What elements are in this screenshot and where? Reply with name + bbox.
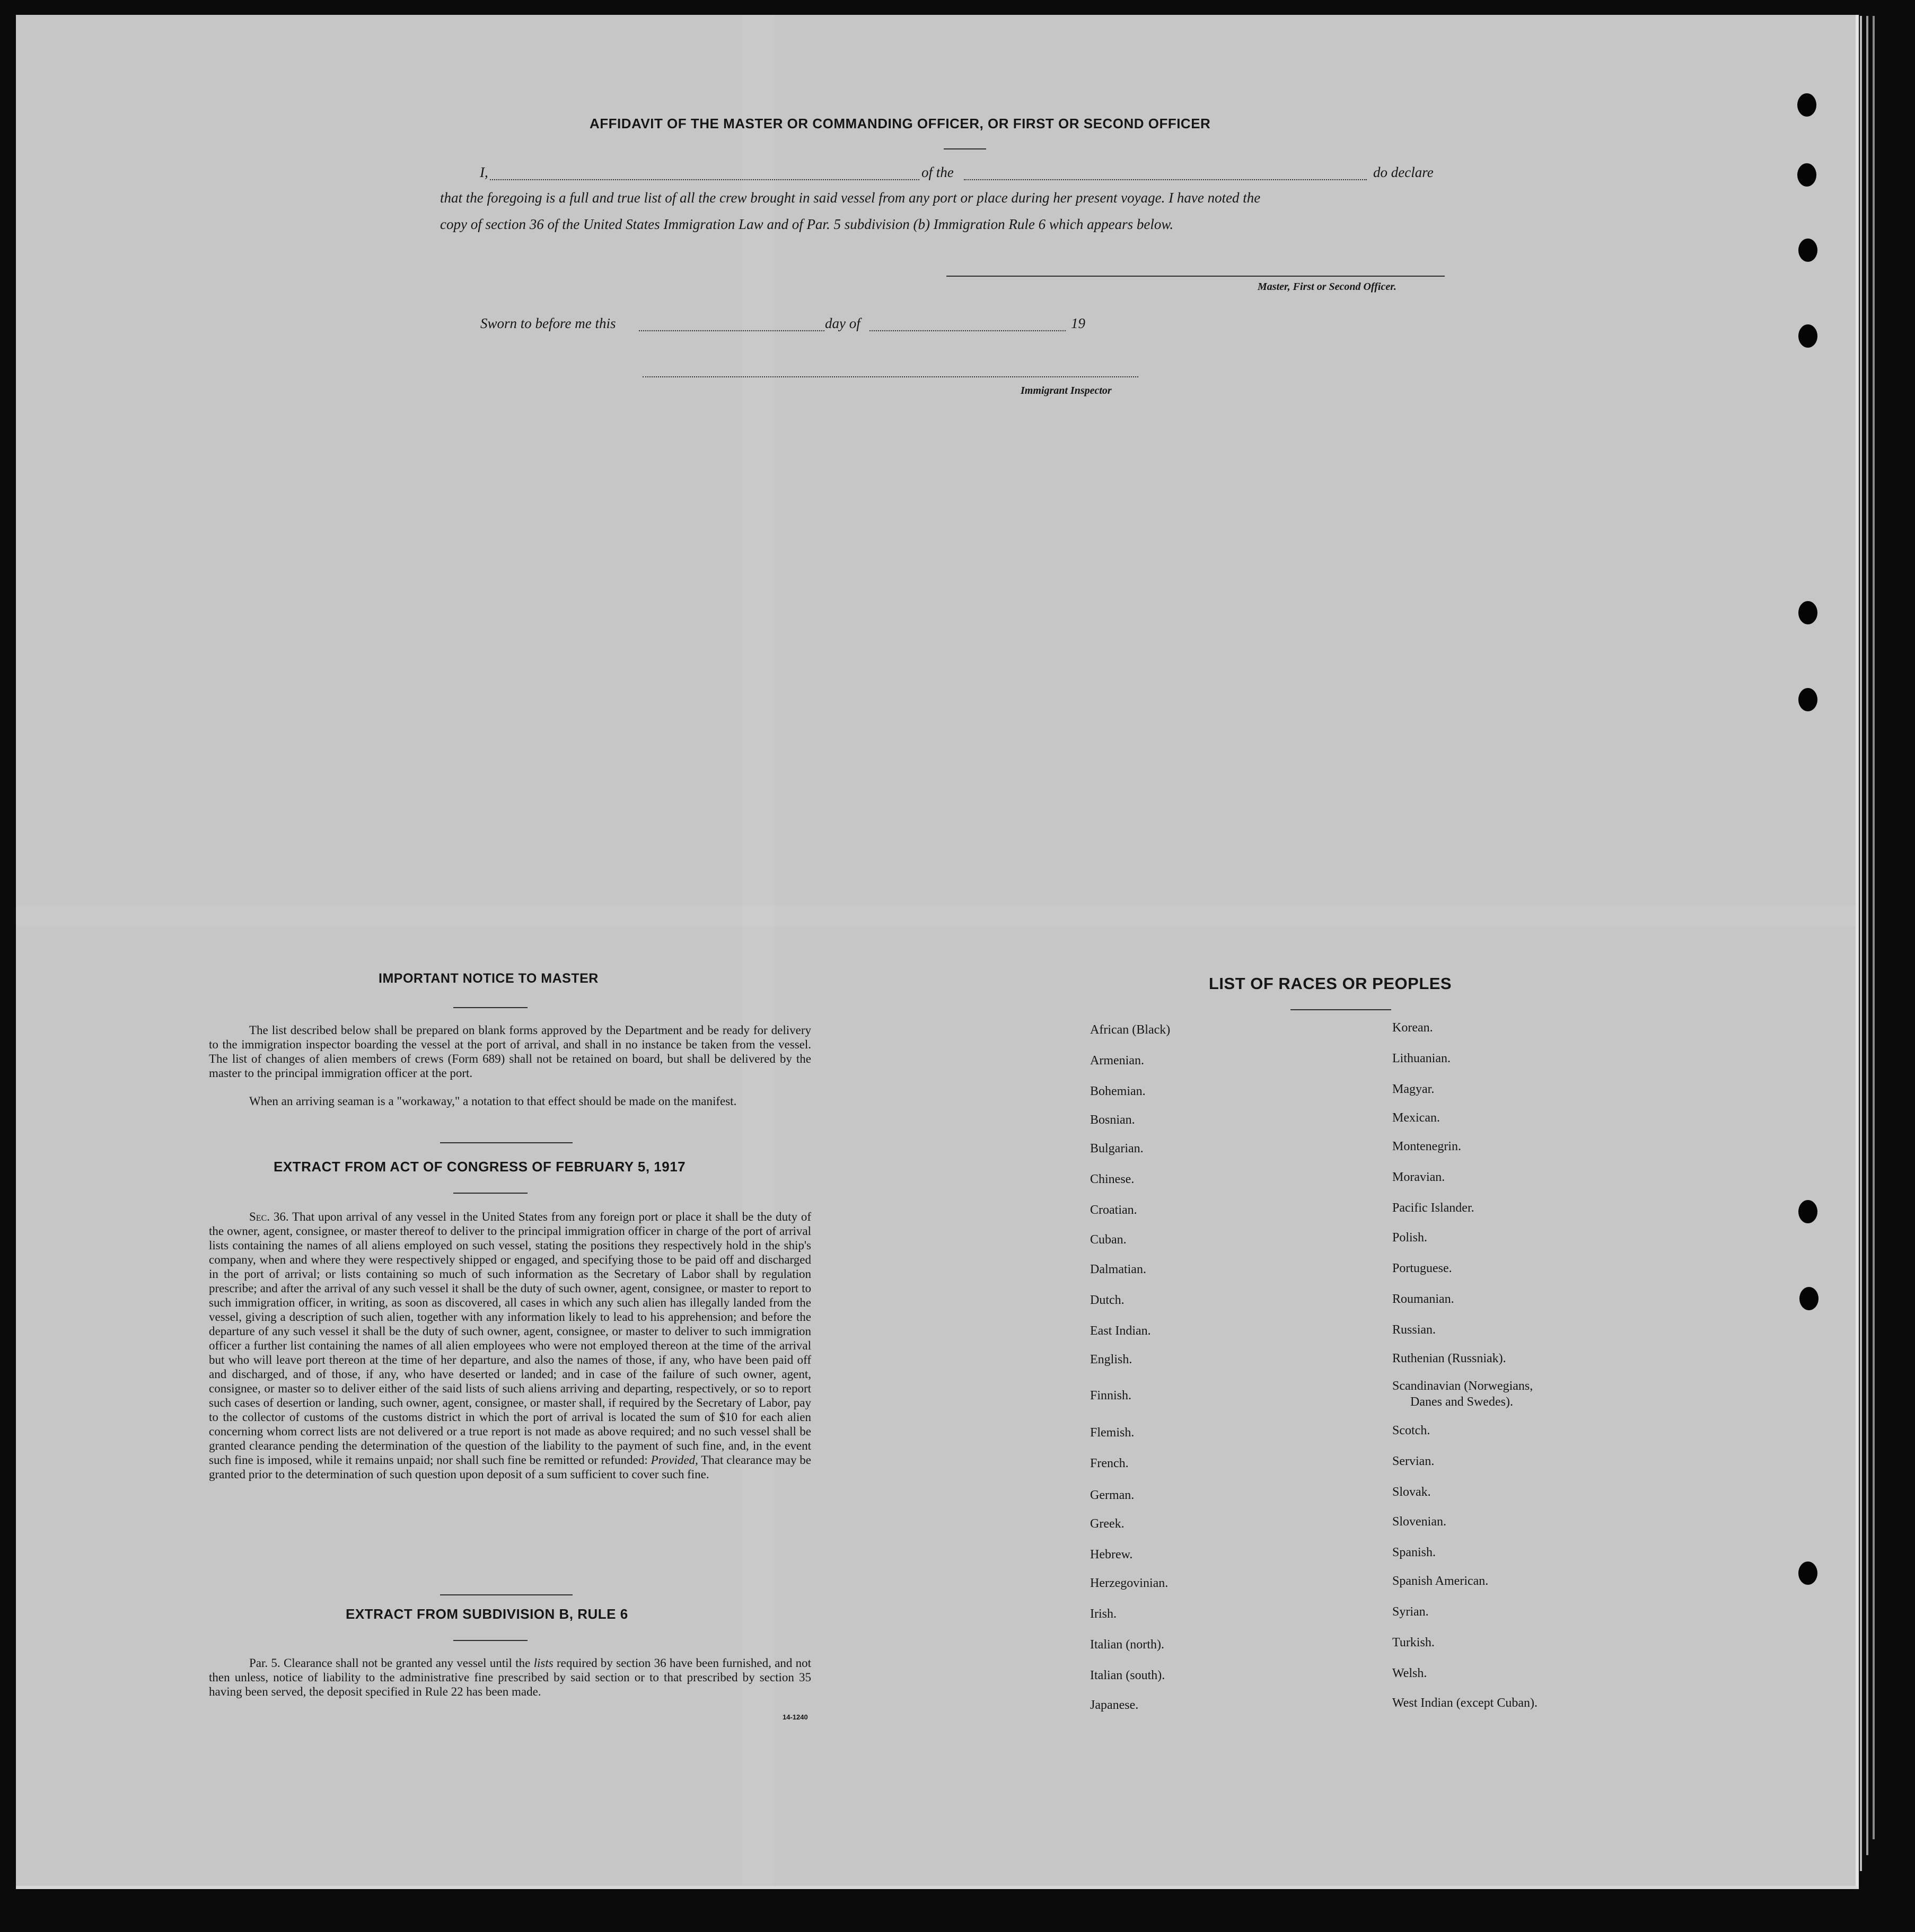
lists-word: lists bbox=[533, 1656, 554, 1670]
race-left: Chinese. bbox=[1090, 1172, 1135, 1186]
binder-hole bbox=[1798, 688, 1817, 711]
race-right: Servian. bbox=[1392, 1454, 1435, 1468]
section-divider bbox=[440, 1142, 573, 1143]
name-line bbox=[490, 179, 919, 180]
race-right: West Indian (except Cuban). bbox=[1392, 1696, 1538, 1710]
master-signature-label: Master, First or Second Officer. bbox=[1258, 281, 1396, 293]
binder-hole bbox=[1798, 1562, 1817, 1585]
page-edge bbox=[1866, 16, 1868, 1855]
affidavit-line-3: copy of section 36 of the United States Immigration Law and of Par. 5 subdivision (b) Immigration Rule 6 which appears below. bbox=[440, 216, 1174, 232]
race-left: East Indian. bbox=[1090, 1324, 1151, 1338]
race-right: Mexican. bbox=[1392, 1111, 1440, 1125]
races-divider bbox=[1290, 1009, 1391, 1010]
sec-label: Sec. 36. bbox=[249, 1210, 289, 1223]
vessel-line bbox=[964, 179, 1367, 180]
race-right: Turkish. bbox=[1392, 1636, 1435, 1649]
races-title: LIST OF RACES OR PEOPLES bbox=[1209, 974, 1452, 993]
race-left: Irish. bbox=[1090, 1607, 1117, 1621]
race-left: French. bbox=[1090, 1457, 1129, 1470]
extract-rule-text bbox=[209, 1656, 811, 1699]
race-left: Finnish. bbox=[1090, 1389, 1132, 1402]
rule-text-b: required by section 36 have been furnished, and not then unless, notice of liability to the administrative fine prescribed by said section or to that prescribed by section 35 having been served, the deposit specified in Rule 22 has been made. bbox=[209, 1656, 812, 1698]
race-right: Spanish. bbox=[1392, 1546, 1436, 1559]
notice-title: IMPORTANT NOTICE TO MASTER bbox=[379, 971, 599, 986]
race-right: Ruthenian (Russniak). bbox=[1392, 1352, 1506, 1365]
race-left: Greek. bbox=[1090, 1517, 1125, 1531]
race-right: Slovenian. bbox=[1392, 1515, 1446, 1529]
sworn-month-line bbox=[869, 330, 1066, 331]
race-right: Spanish American. bbox=[1392, 1574, 1489, 1588]
extract-act-text bbox=[209, 1210, 811, 1481]
affidavit-i: I, bbox=[480, 164, 488, 180]
race-right: Slovak. bbox=[1392, 1485, 1431, 1499]
inspector-signature-label: Immigrant Inspector bbox=[1021, 385, 1112, 396]
sworn-day-line bbox=[639, 330, 824, 331]
section-divider bbox=[440, 1594, 573, 1595]
form-number: 14-1240 bbox=[783, 1713, 808, 1721]
extract-act-proviso: That clearance may be granted prior to the determination of such question upon deposit of a sum sufficient to cover such fine. bbox=[209, 1453, 811, 1481]
inspector-signature-line bbox=[643, 376, 1138, 377]
race-left: Japanese. bbox=[1090, 1698, 1139, 1712]
paper-fold bbox=[742, 15, 774, 1886]
binder-hole bbox=[1797, 163, 1816, 187]
race-right: Welsh. bbox=[1392, 1666, 1427, 1680]
race-right: Pacific Islander. bbox=[1392, 1201, 1474, 1215]
affidavit-of-the: of the bbox=[921, 164, 954, 180]
binder-hole bbox=[1798, 239, 1817, 262]
page-edge bbox=[1873, 16, 1875, 1839]
race-right-continued: Danes and Swedes). bbox=[1410, 1395, 1513, 1409]
sworn-label: Sworn to before me this bbox=[480, 315, 616, 331]
binder-hole bbox=[1797, 93, 1816, 117]
rule-text-a: Par. 5. Clearance shall not be granted any vessel until the bbox=[249, 1656, 531, 1670]
affidavit-title: AFFIDAVIT OF THE MASTER OR COMMANDING OFFICER, OR FIRST OR SECOND OFFICER bbox=[590, 116, 1211, 131]
race-left: Dutch. bbox=[1090, 1293, 1125, 1307]
binder-hole bbox=[1799, 1287, 1819, 1310]
notice-paragraph-1: The list described below shall be prepared on blank forms approved by the Department and be ready for delivery to the immigration inspector boarding the vessel at the port of arrival, and shall in no instance be taken from the vessel. The list of changes of alien members of crews (Form 689) shall not be retained on board, but shall be delivered by the master to the principal immigration officer at the port. bbox=[209, 1024, 811, 1080]
race-left: African (Black) bbox=[1090, 1023, 1171, 1037]
extract-rule-title: EXTRACT FROM SUBDIVISION B, RULE 6 bbox=[346, 1606, 628, 1622]
race-right: Lithuanian. bbox=[1392, 1052, 1451, 1065]
year-label: 19 bbox=[1071, 315, 1085, 331]
binder-hole bbox=[1798, 324, 1817, 348]
race-left: German. bbox=[1090, 1488, 1135, 1502]
race-left: Croatian. bbox=[1090, 1203, 1137, 1217]
race-right: Moravian. bbox=[1392, 1170, 1445, 1184]
notice-paragraph-2: When an arriving seaman is a "workaway," a notation to that effect should be made on the manifest. bbox=[249, 1095, 737, 1108]
race-left: Cuban. bbox=[1090, 1233, 1127, 1247]
race-left: Herzegovinian. bbox=[1090, 1576, 1169, 1590]
race-right: Magyar. bbox=[1392, 1082, 1435, 1096]
race-left: Hebrew. bbox=[1090, 1548, 1133, 1562]
rule-divider bbox=[453, 1640, 528, 1641]
race-left: English. bbox=[1090, 1353, 1132, 1366]
race-left: Bohemian. bbox=[1090, 1084, 1146, 1098]
race-right: Polish. bbox=[1392, 1231, 1428, 1245]
day-of-label: day of bbox=[825, 315, 860, 331]
race-right: Russian. bbox=[1392, 1323, 1436, 1337]
extract-act-body: That upon arrival of any vessel in the United States from any foreign port or place it shall be the duty of the owner, agent, consignee, or master thereof to deliver to the principal immigration officer in charge of the port of arrival lists containing the names of all aliens employed on such vessel, stating the positions they respectively hold in the ship's company, when and where they were respectively shipped or engaged, and specifying those to be paid off and discharged in the port of arrival; or lists containing so much of such information as the Secretary of Labor shall by regulation prescribe; and after the arrival of any such vessel it shall be the duty of such owner, agent, consignee, or master to report to such immigration officer, in writing, as soon as discovered, all cases in which any such alien has illegally landed from the vessel, giving a description of such alien, together with any information likely to lead to his apprehension; and before the departure of any such vessel it shall be the duty of such owner, agent, consignee, or master to deliver to such immigration officer a further list containing the names of all alien employees who were not employed thereon at the time of the arrival but who will leave port thereon at the time of her departure, and also the names of those, if any, who have been paid off and discharged, and of those, if any, who have deserted or landed; and in case of the failure of such owner, agent, consignee, or master so to deliver either of the said lists of such aliens arriving and departing, respectively, or so to report such cases of desertion or landing, such owner, agent, consignee, or master shall, if required by the Secretary of Labor, pay to the collector of customs of the customs district in which the port of arrival is located the sum of $10 for each alien concerning whom correct lists are not delivered or a true report is not made as above required; and no such vessel shall be granted clearance pending the determination of the question of the liability to the payment of such fine, and, in the event such fine is imposed, while it remains unpaid; nor shall such fine be remitted or refunded: bbox=[209, 1210, 811, 1467]
master-signature-line bbox=[946, 276, 1445, 277]
extract-divider bbox=[453, 1193, 528, 1194]
affidavit-line-2: that the foregoing is a full and true list of all the crew brought in said vessel from any port or place during her present voyage. I have noted the bbox=[440, 190, 1261, 206]
affidavit-declare: do declare bbox=[1373, 164, 1434, 180]
race-right: Syrian. bbox=[1392, 1605, 1429, 1619]
race-right: Montenegrin. bbox=[1392, 1140, 1461, 1153]
race-left: Dalmatian. bbox=[1090, 1263, 1146, 1276]
race-left: Italian (north). bbox=[1090, 1638, 1164, 1652]
race-right: Portuguese. bbox=[1392, 1261, 1452, 1275]
race-right: Scandinavian (Norwegians, bbox=[1392, 1379, 1533, 1393]
race-left: Italian (south). bbox=[1090, 1669, 1165, 1682]
provided-word: Provided, bbox=[651, 1453, 698, 1467]
race-left: Flemish. bbox=[1090, 1426, 1135, 1440]
page-edge bbox=[1860, 16, 1862, 1871]
race-right: Scotch. bbox=[1392, 1424, 1430, 1437]
paper-fold bbox=[16, 905, 1856, 927]
race-right: Korean. bbox=[1392, 1021, 1433, 1035]
title-underline bbox=[944, 148, 986, 149]
race-left: Bosnian. bbox=[1090, 1113, 1135, 1127]
binder-hole bbox=[1798, 1200, 1817, 1223]
document-page bbox=[16, 15, 1859, 1889]
notice-divider bbox=[453, 1007, 528, 1008]
binder-hole bbox=[1798, 601, 1817, 624]
race-right: Roumanian. bbox=[1392, 1292, 1454, 1306]
race-left: Bulgarian. bbox=[1090, 1142, 1144, 1155]
extract-act-title: EXTRACT FROM ACT OF CONGRESS OF FEBRUARY 5, 1917 bbox=[274, 1159, 686, 1175]
race-left: Armenian. bbox=[1090, 1054, 1144, 1068]
